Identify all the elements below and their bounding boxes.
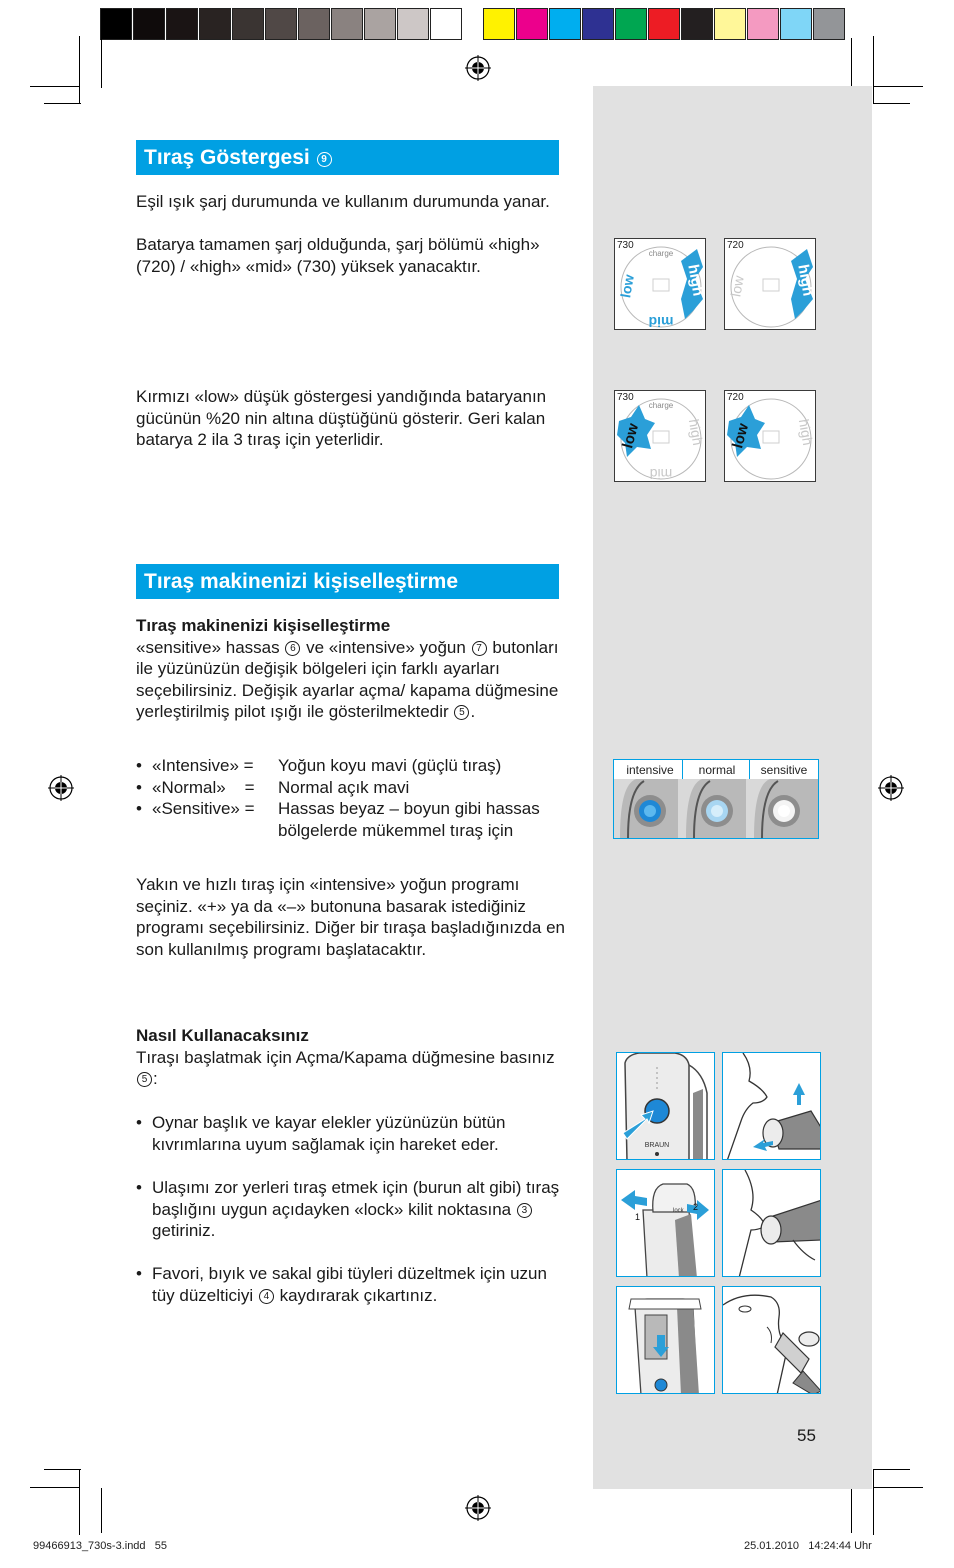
registration-mark-icon: [48, 775, 74, 801]
registration-mark-icon: [878, 775, 904, 801]
how-to-use-intro: [136, 1047, 566, 1090]
mode-list: [136, 755, 566, 841]
dial-low-label: low: [729, 421, 753, 451]
color-swatch: [166, 8, 198, 40]
step-1-label: 1: [635, 1212, 641, 1222]
bullet-text: Oynar başlık ve kayar elekler yüzünüzün bütün kıvrımlarına uyum sağlamak için hareket eder.: [152, 1113, 506, 1154]
color-swatch: [199, 8, 231, 40]
color-swatch: [813, 8, 845, 40]
dial-charge-label: charge: [648, 401, 674, 410]
crop-mark: [79, 1469, 80, 1535]
paragraph-how-to-use: [136, 1025, 566, 1090]
crop-mark: [873, 103, 910, 104]
dial-high-label: high: [795, 417, 817, 447]
personalize-intro: [136, 637, 566, 723]
ref-number-6: 6: [285, 641, 300, 656]
gray-color-bar: [100, 8, 463, 42]
registration-mark-icon: [465, 55, 491, 81]
bullet-mark: •: [136, 777, 142, 797]
intro-text: butonları ile yüzünüzün değişik bölgeleri için farklı ayarları seçebilirsiniz. Değişik ayarlar açma/ kapama düğmesine yerleştirilmiş pilot ışığı ile gösterilmektedir: [136, 637, 559, 722]
color-swatch: [681, 8, 713, 40]
color-swatch: [397, 8, 429, 40]
dial-mid-label: mid: [648, 314, 674, 330]
illustration-head-lock: [616, 1169, 715, 1277]
crop-mark: [79, 36, 80, 104]
how-to-use-bullet-1: [136, 1112, 566, 1155]
step-2-label: 2: [693, 1202, 699, 1212]
intro-text: .: [470, 702, 476, 722]
mode-label-intensive: intensive: [626, 763, 674, 777]
list-item: [136, 777, 566, 799]
ref-number-9: 9: [317, 152, 332, 167]
color-swatch: [331, 8, 363, 40]
dial-high-label: high: [684, 263, 707, 298]
footer-file-info: 99466913_730s-3.indd 55: [33, 1540, 167, 1552]
section-title-text: Tıraş makinenizi kişiselleştirme: [144, 570, 458, 593]
illustration-trimmer-out: [616, 1286, 715, 1394]
intro-text: Tıraşı başlatmak için Açma/Kapama düğmesine basınız: [136, 1047, 555, 1067]
subheading-how-to-use: Nasıl Kullanacaksınız: [136, 1026, 309, 1045]
paragraph-program: Yakın ve hızlı tıraş için «intensive» yoğun programı seçiniz. «+» ya da «–» butonuna basarak istediğiniz programı seçebilirsiniz. Diğer bir tıraşa başladığınızda en son kullanılmış programı başlatacaktır.: [136, 875, 565, 959]
paragraph-indicator-green: Eşil ışık şarj durumunda ve kullanım durumunda yanar.: [136, 192, 550, 211]
ref-number-5: 5: [454, 705, 469, 720]
color-swatch: [232, 8, 264, 40]
color-swatch: [298, 8, 330, 40]
dial-charge-label: charge: [648, 249, 674, 258]
bullet-mark: •: [136, 1113, 142, 1132]
color-swatch: [780, 8, 812, 40]
crop-mark: [101, 38, 102, 88]
mode-value: Hassas beyaz – boyun gibi hassas bölgelerde mükemmel tıraş için: [278, 799, 540, 840]
bullet-text: kaydırarak çıkartınız.: [279, 1285, 438, 1305]
mode-indicator-illustration: [613, 759, 819, 839]
section-title-personalize: [136, 564, 559, 599]
dial-high-label: high: [794, 263, 817, 298]
crop-mark: [44, 103, 81, 104]
brand-label: BRAUN: [644, 1142, 670, 1149]
crop-mark: [44, 1469, 81, 1470]
color-swatch: [483, 8, 515, 40]
dial-model-number: 730: [617, 392, 634, 403]
registration-mark-icon: [465, 1495, 491, 1521]
normal-light-icon: [686, 779, 746, 838]
page-number: 55: [797, 1426, 816, 1445]
dial-low-label: low: [727, 274, 747, 298]
how-to-use-bullet-3: [136, 1263, 566, 1306]
bullet-mark: •: [136, 756, 142, 775]
section-title-text: Tıraş Göstergesi: [144, 146, 310, 169]
crop-mark: [873, 1487, 923, 1488]
crop-mark: [873, 36, 874, 104]
color-swatch: [615, 8, 647, 40]
paragraph-indicator-low: Kırmızı «low» düşük göstergesi yandığında bataryanın gücünün %20 nin altına düştüğünü gösterir. Geri kalan batarya 2 ila 3 tıraş için yeterlidir.: [136, 387, 547, 450]
crop-mark: [30, 1487, 80, 1488]
mode-key: «Normal» =: [152, 777, 255, 797]
bullet-mark: •: [136, 1178, 142, 1197]
color-swatch: [582, 8, 614, 40]
illustration-nose-shave: [722, 1052, 821, 1160]
dial-high-label: high: [685, 417, 707, 447]
cmyk-color-bar: [483, 8, 846, 42]
crop-mark: [851, 38, 852, 88]
ref-number-7: 7: [472, 641, 487, 656]
color-swatch: [516, 8, 548, 40]
color-swatch: [747, 8, 779, 40]
footer-timestamp: 25.01.2010 14:24:44 Uhr: [744, 1540, 872, 1552]
crop-mark: [873, 1469, 910, 1470]
charge-dial-720-low: [724, 390, 816, 482]
mode-key: «Intensive» =: [152, 756, 254, 775]
color-swatch: [430, 8, 462, 40]
mode-value: Normal açık mavi: [278, 777, 410, 797]
dial-model-number: 730: [617, 240, 634, 251]
crop-mark: [101, 1488, 102, 1533]
charge-dial-730-low: [614, 390, 706, 482]
mode-label-sensitive: sensitive: [760, 763, 808, 777]
dial-model-number: 720: [727, 392, 744, 403]
intro-text: ve «intensive» yoğun: [306, 637, 466, 657]
bullet-text: Ulaşımı zor yerleri tıraş etmek için (burun alt gibi) tıraş başlığını uygun açıdayken «lock» kilit noktasına: [152, 1178, 560, 1219]
illustration-press-on-button: [616, 1052, 715, 1160]
color-swatch: [364, 8, 396, 40]
color-swatch: [549, 8, 581, 40]
paragraph-indicator-full: Batarya tamamen şarj olduğunda, şarj bölümü «high» (720) / «high» «mid» (730) yüksek yanacaktır.: [136, 235, 540, 276]
bullet-text: getiriniz.: [152, 1221, 216, 1241]
bullet-text: Favori, bıyık ve sakal gibi tüyleri düzeltmek için uzun tüy düzelticiyi: [152, 1264, 547, 1305]
intro-text: :: [153, 1069, 158, 1089]
dial-model-number: 720: [727, 240, 744, 251]
dial-mid-label: mid: [649, 466, 673, 482]
crop-mark: [30, 86, 80, 87]
section-title-shave-indicator: [136, 140, 559, 175]
lock-label: lock: [673, 1208, 684, 1214]
color-swatch: [714, 8, 746, 40]
bullet-mark: •: [136, 799, 142, 819]
list-item: [136, 798, 566, 841]
mode-value: Yoğun koyu mavi (güçlü tıraş): [278, 756, 502, 775]
charge-dial-730-full: [614, 238, 706, 330]
crop-mark: [851, 1488, 852, 1533]
mode-key: «Sensitive» =: [152, 799, 255, 819]
color-swatch: [265, 8, 297, 40]
list-item: [136, 755, 566, 777]
color-swatch: [648, 8, 680, 40]
dial-low-label: low: [617, 273, 637, 300]
subheading-personalize: Tıraş makinenizi kişiselleştirme: [136, 616, 391, 635]
intro-text: «sensitive» hassas: [136, 637, 280, 657]
crop-mark: [873, 86, 923, 87]
color-swatch: [133, 8, 165, 40]
paragraph-personalize: [136, 615, 566, 723]
illustration-mustache-shave: [722, 1169, 821, 1277]
color-swatch: [100, 8, 132, 40]
sensitive-light-icon: [754, 779, 818, 838]
crop-mark: [873, 1469, 874, 1535]
mode-label-normal: normal: [698, 763, 736, 777]
illustration-sideburn-trim: [722, 1286, 821, 1394]
ref-number-3: 3: [517, 1203, 532, 1218]
charge-dial-720-full: [724, 238, 816, 330]
ref-number-4: 4: [259, 1289, 274, 1304]
how-to-use-bullet-2: [136, 1177, 566, 1242]
bullet-mark: •: [136, 1264, 142, 1283]
dial-low-label: low: [619, 421, 643, 451]
ref-number-5: 5: [137, 1072, 152, 1087]
intensive-light-icon: [620, 779, 678, 838]
